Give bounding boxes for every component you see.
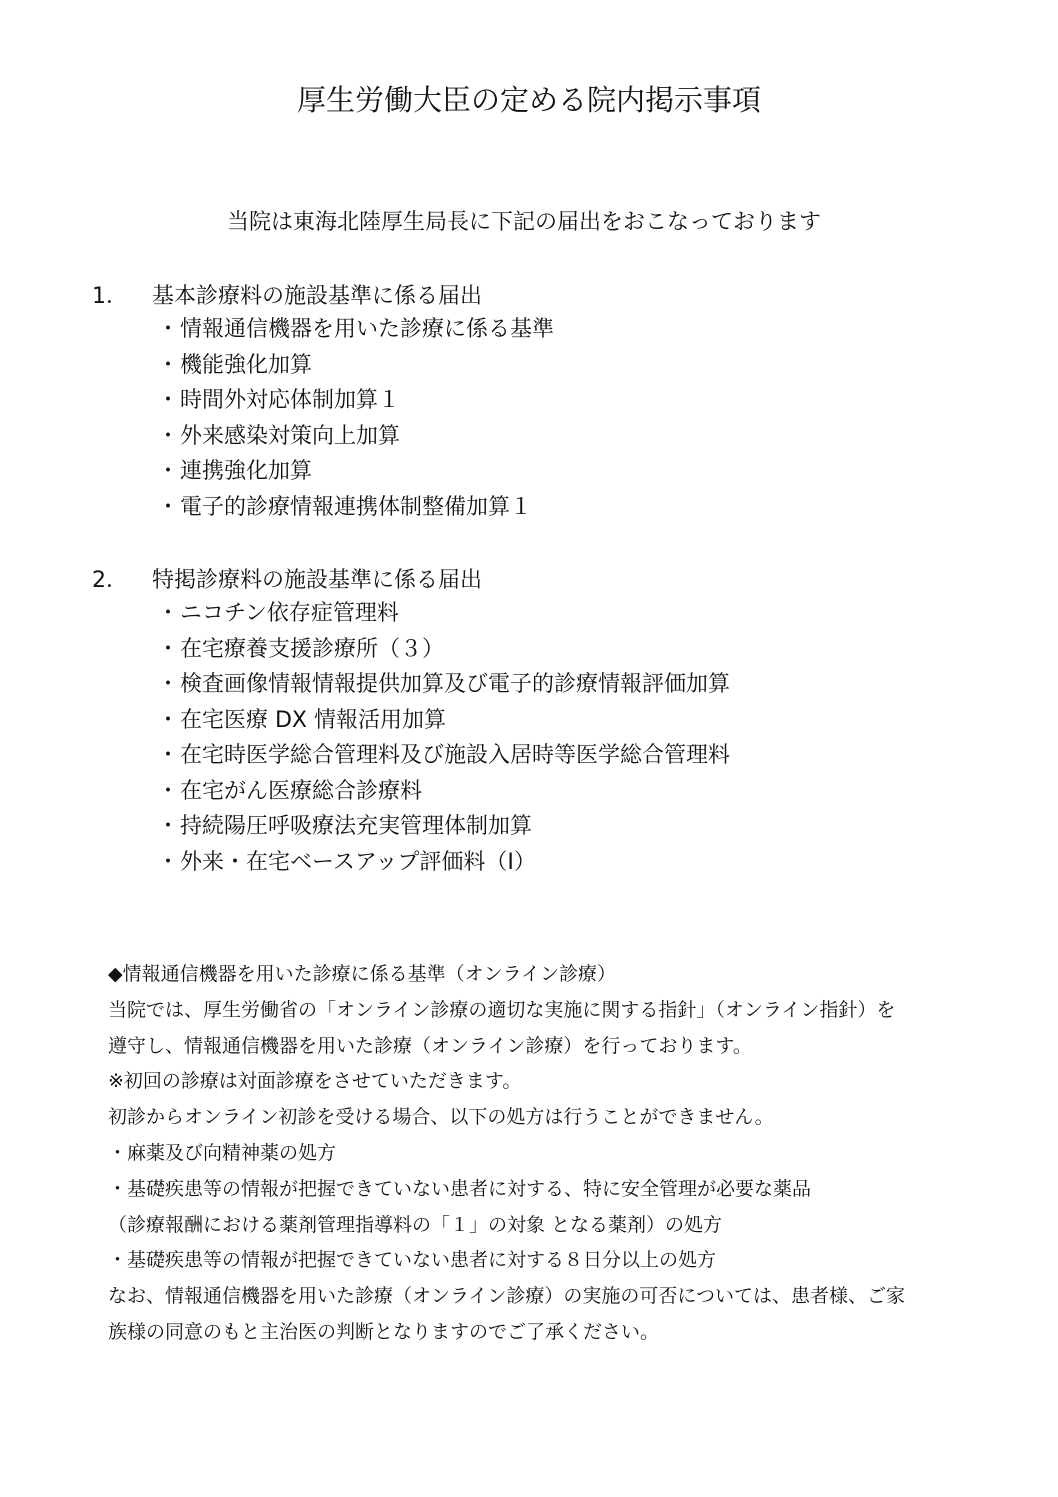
list-item [92, 383, 992, 419]
bullet: ・ [156, 778, 179, 804]
bullet: ・ [156, 317, 179, 342]
notice-line: ・基礎疾患等の情報が把握できていない患者に対する、特に安全管理が必要な薬品 [108, 1177, 812, 1200]
list-item [92, 738, 992, 774]
list-item-label: 持続陽圧呼吸療法充実管理体制加算 [180, 814, 533, 839]
list-item [92, 845, 992, 881]
list-item [92, 596, 992, 632]
section-specific-fees [92, 566, 992, 880]
bullet: ・ [156, 601, 179, 626]
list-item [92, 312, 992, 348]
section-heading [92, 282, 992, 312]
list-item [92, 632, 992, 668]
section-title: 特掲診療料の施設基準に係る届出 [152, 568, 483, 593]
bullet: ・ [156, 388, 179, 413]
section-basic-fees [92, 282, 992, 525]
list-item [92, 490, 992, 526]
list-item-label: 在宅療養支援診療所（３） [180, 636, 445, 662]
list-item [92, 419, 992, 455]
bullet: ・ [156, 814, 179, 839]
bullet: ・ [156, 743, 179, 768]
section-number: 1． [92, 284, 128, 309]
notice-line: なお、情報通信機器を用いた診療（オンライン診療）の実施の可否については、患者様、ご家 [108, 1285, 906, 1308]
bullet: ・ [156, 707, 179, 733]
notice-line: （診療報酬における薬剤管理指導料の「１」の対象 となる薬剤）の処方 [108, 1213, 723, 1236]
notice-line: 族様の同意のもと主治医の判断となりますのでご了承ください。 [108, 1320, 660, 1343]
notice-line: 初診からオンライン初診を受ける場合、以下の処方は行うことができません。 [108, 1106, 774, 1129]
section-number: 2． [92, 568, 128, 593]
list-item [92, 667, 992, 703]
list-item [92, 809, 992, 845]
bullet: ・ [156, 636, 179, 662]
list-item-label: 在宅時医学総合管理料及び施設入居時等医学総合管理料 [180, 743, 731, 768]
list-item [92, 774, 992, 810]
list-item [92, 454, 992, 490]
list-item [92, 703, 992, 739]
bullet: ・ [156, 494, 179, 520]
criteria-list [92, 596, 992, 880]
list-item-label: 検査画像情報情報提供加算及び電子的診療情報評価加算 [180, 672, 731, 697]
list-item-label: 情報通信機器を用いた診療に係る基準 [180, 317, 555, 342]
bullet: ・ [156, 672, 179, 697]
notice-line: ※初回の診療は対面診療をさせていただきます。 [108, 1070, 522, 1093]
list-item-label: ニコチン依存症管理料 [180, 601, 399, 626]
list-item-label: 電子的診療情報連携体制整備加算１ [180, 494, 533, 520]
list-item-label: 時間外対応体制加算１ [180, 388, 401, 413]
list-item-label: 外来・在宅ベースアップ評価料（Ⅰ） [180, 849, 536, 875]
page-title: 厚生労働大臣の定める院内掲示事項 [296, 83, 761, 117]
bullet: ・ [156, 459, 179, 484]
list-item-label: 連携強化加算 [180, 459, 313, 484]
criteria-list [92, 312, 992, 525]
notice-line: ・基礎疾患等の情報が把握できていない患者に対する８日分以上の処方 [108, 1249, 717, 1272]
bullet: ・ [156, 423, 179, 449]
bullet: ・ [156, 352, 179, 378]
section-heading [92, 566, 992, 596]
list-item-label: 在宅がん医療総合診療料 [180, 778, 423, 804]
bullet: ・ [156, 849, 179, 875]
list-item [92, 348, 992, 384]
notice-line: 当院では、厚生労働省の「オンライン診療の適切な実施に関する指針」（オンライン指針）を [108, 998, 896, 1021]
notice-line: ・麻薬及び向精神薬の処方 [108, 1141, 337, 1164]
list-item-label: 機能強化加算 [180, 352, 313, 378]
notice-line: 遵守し、情報通信機器を用いた診療（オンライン診療）を行っております。 [108, 1034, 752, 1057]
list-item-label: 在宅医療 DX 情報活用加算 [180, 707, 446, 733]
online-consultation-notice [108, 957, 1008, 1351]
list-item-label: 外来感染対策向上加算 [180, 423, 401, 449]
notice-heading: ◆情報通信機器を用いた診療に係る基準（オンライン診療） [108, 963, 617, 985]
intro-text: 当院は東海北陸厚生局長に下記の届出をおこなっております [226, 210, 821, 235]
section-title: 基本診療料の施設基準に係る届出 [152, 284, 483, 309]
